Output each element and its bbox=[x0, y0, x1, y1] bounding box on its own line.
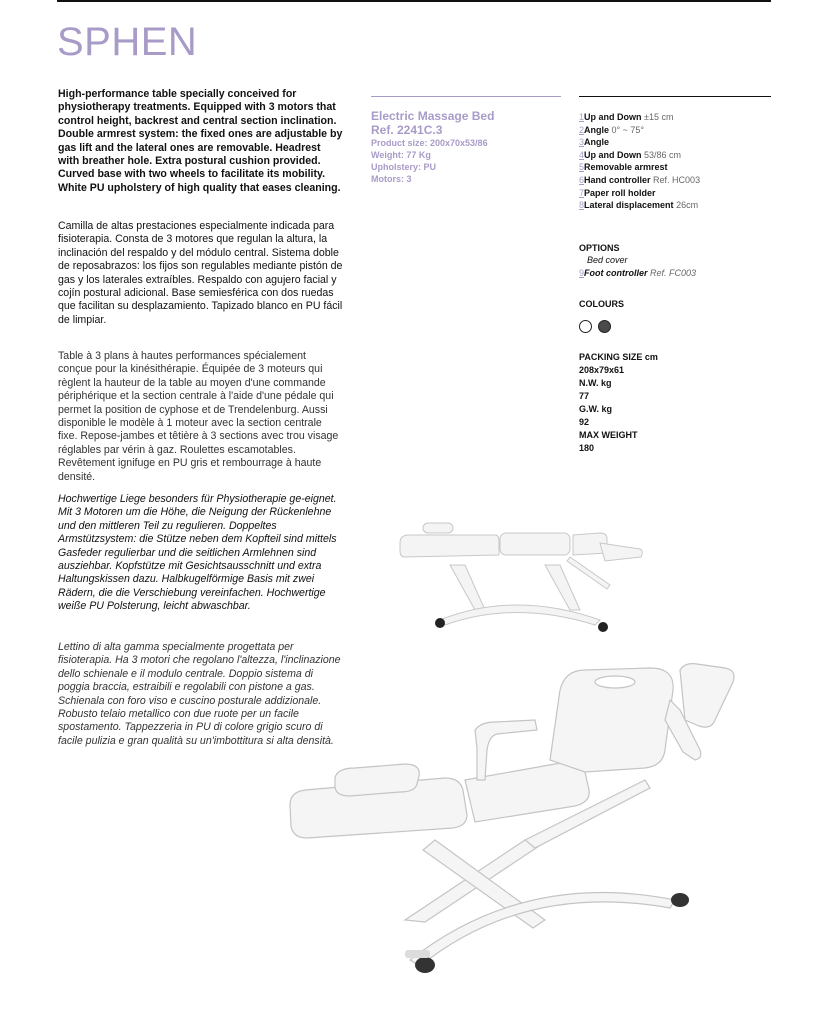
colour-swatch-white bbox=[579, 320, 592, 333]
feature-number: 8 bbox=[579, 200, 585, 211]
product-spec: Upholstery: PU bbox=[371, 162, 437, 172]
packing-heading: PACKING SIZE cm bbox=[579, 352, 658, 363]
feature-number: 6 bbox=[579, 174, 585, 185]
feature-number: 1 bbox=[579, 112, 585, 122]
feature-label: Removable armrest bbox=[584, 162, 668, 173]
option-label: Foot controller bbox=[584, 267, 648, 278]
option-bed-cover: Bed cover bbox=[587, 255, 628, 266]
feature-label: Hand controller bbox=[584, 174, 651, 185]
colour-swatches bbox=[579, 320, 771, 333]
product-spec: Weight: 77 Kg bbox=[371, 150, 431, 160]
feature-label: Angle bbox=[584, 137, 610, 148]
top-rule bbox=[57, 0, 771, 2]
colour-swatch-grey bbox=[598, 320, 611, 333]
description-french bbox=[58, 350, 343, 484]
net-weight-label: N.W. kg bbox=[579, 378, 612, 389]
product-spec: Product size: 200x70x53/86 bbox=[371, 138, 488, 148]
feature-value: ±15 cm bbox=[644, 112, 674, 122]
feature-label: Angle bbox=[584, 124, 610, 135]
feature-item bbox=[579, 161, 771, 174]
feature-item bbox=[579, 199, 771, 212]
feature-item bbox=[579, 111, 771, 124]
description-spanish bbox=[58, 220, 343, 327]
description-english bbox=[58, 88, 343, 195]
feature-label: Up and Down bbox=[584, 149, 642, 160]
description-text: High-performance table specially conceived for physiotherapy treatments. Equipped with 3 motors that control height, backrest and central section inclination. Double armrest system: the fixed ones are adjustable by gas lift and the lateral ones are removable. Headrest with breather hole. Extra postural cushion provided. Curved base with two wheels to facilitate its mobility. White PU upholstery of high quality that eases cleaning. bbox=[58, 88, 343, 194]
option-ref: Ref. FC003 bbox=[650, 267, 697, 278]
feature-number: 3 bbox=[579, 137, 585, 148]
divider bbox=[579, 96, 771, 97]
description-text: Table à 3 plans à hautes performances spécialement conçue pour la kinésithérapie. Équipée de 3 moteurs qui règlent la hauteur de la table au moyen d'une commande périphérique et la section centrale à l'aide d'une pédale qui permet la position de cyphose et de Trendelenburg. Aussi disponible le modèle à 1 moteur avec la section centrale fixe. Repose-jambes et têtière à 3 sections avec trou visage réglables par vérin à gaz. Roulettes escamotables. Revêtement ignifuge en PU gris et rembourrage à haute densité. bbox=[58, 350, 339, 483]
product-ref: Ref. 2241C.3 bbox=[371, 123, 443, 137]
description-text: Hochwertige Liege besonders für Physiotherapie ge-eignet. Mit 3 Motoren um die Höhe, die Neigung der Rückenlehne und den mittleren Teil zu regulieren. Doppeltes Armstützsystem: die Stütze neben dem Kopfteil sind mittels Gasfeder regulierbar und die seitlichen Armlehnen sind ausziehbar. Kopfstütze mit Gesichtsausschnitt und extra Haltungskissen dazu. Halbkugelförmige Basis mit zwei Rädern, die die Verschiebung vereinfachen. Hochwertige weiße PU Polsterung, leicht abwaschbar. bbox=[58, 493, 337, 613]
feature-item bbox=[579, 149, 771, 162]
max-weight-label: MAX WEIGHT bbox=[579, 430, 638, 441]
feature-label: Up and Down bbox=[584, 112, 642, 122]
feature-label: Paper roll holder bbox=[584, 187, 656, 198]
product-image-side bbox=[395, 515, 645, 635]
feature-value: Ref. HC003 bbox=[653, 174, 701, 185]
max-weight-value: 180 bbox=[579, 443, 595, 454]
feature-number: 2 bbox=[579, 124, 585, 135]
feature-value: 53/86 cm bbox=[644, 149, 682, 160]
feature-item bbox=[579, 187, 771, 200]
feature-number: 4 bbox=[579, 149, 585, 160]
feature-value: 0° ~ 75° bbox=[611, 124, 645, 135]
feature-item bbox=[579, 124, 771, 137]
page-title: SPHEN bbox=[57, 20, 198, 64]
feature-number: 5 bbox=[579, 162, 585, 173]
product-image-main bbox=[285, 660, 755, 980]
feature-item bbox=[579, 136, 771, 149]
option-foot-controller bbox=[579, 267, 771, 280]
product-spec: Motors: 3 bbox=[371, 174, 412, 184]
gross-weight-value: 92 bbox=[579, 417, 590, 428]
feature-value: 26cm bbox=[676, 200, 699, 211]
description-text: Lettino di alta gamma specialmente progettata per fisioterapia. Ha 3 motori che regolano l'altezza, l'inclinazione dello schienale e il modulo centrale. Doppio sistema di poggia braccia, estraibili e regolabili con pistone a gas. Schienala con foro viso e cuscino posturale addizionale. Robusto telaio metallico con due ruote per un facile spostamento. Tappezzeria in PU di colore grigio scuro di facile pulizia e gran qualità su un'imbottitura si alta densità. bbox=[58, 641, 341, 747]
option-number: 9 bbox=[579, 267, 585, 278]
feature-number: 7 bbox=[579, 187, 585, 198]
options-heading: OPTIONS bbox=[579, 242, 620, 253]
description-german bbox=[58, 493, 343, 614]
feature-panel bbox=[579, 96, 771, 455]
packing-size: 208x79x61 bbox=[579, 365, 625, 376]
divider bbox=[371, 96, 561, 97]
gross-weight-label: G.W. kg bbox=[579, 404, 613, 415]
description-text: Camilla de altas prestaciones especialmente indicada para fisioterapia. Consta de 3 motores que regulan la altura, la inclinación del respaldo y del módulo central. Sistema doble de reposabrazos: los fijos son regulables mediante pistón de gas y los laterales extraíbles. Respaldo con agujero facial y cojín postural adicional. Base semiesférica con dos ruedas que facilitan su desplazamiento. Tapizado blanco en PU fácil de limpiar. bbox=[58, 220, 343, 326]
product-info bbox=[371, 96, 561, 185]
product-name: Electric Massage Bed bbox=[371, 109, 495, 123]
colours-heading: COLOURS bbox=[579, 298, 624, 309]
net-weight-value: 77 bbox=[579, 391, 590, 402]
feature-label: Lateral displacement bbox=[584, 200, 674, 211]
feature-item bbox=[579, 174, 771, 187]
